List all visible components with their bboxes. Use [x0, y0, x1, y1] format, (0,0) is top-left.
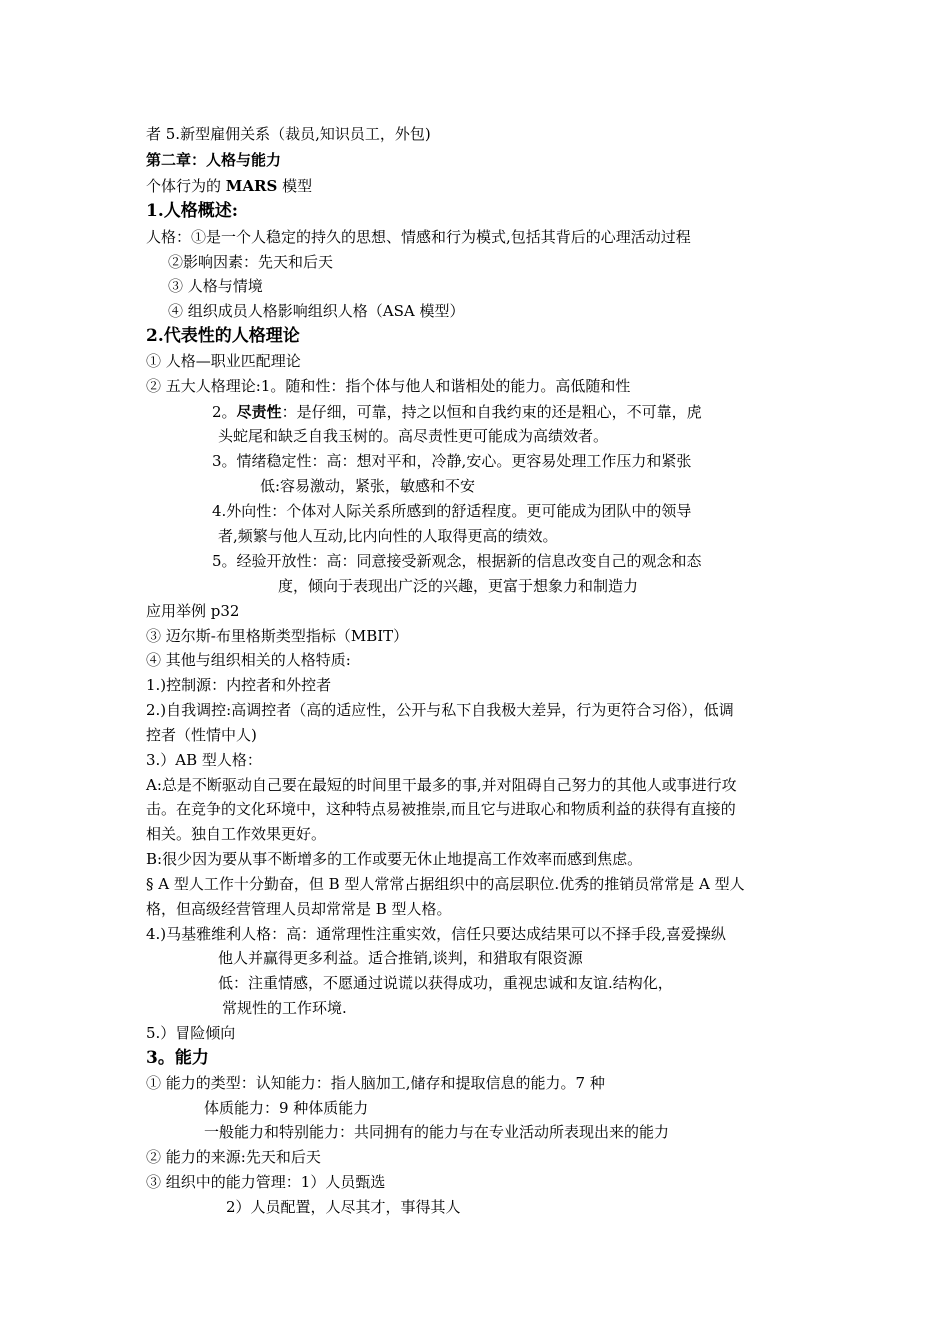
text-line: ②影响因素：先天和后天	[168, 253, 334, 271]
text-line: 低：注重情感，不愿通过说谎以获得成功，重视忠诚和友谊.结构化，	[218, 974, 673, 992]
text-line: ② 五大人格理论:1。随和性：指个体与他人和谐相处的能力。高低随和性	[146, 377, 631, 395]
text-line: § A 型人工作十分勤奋，但 B 型人常常占据组织中的高层职位.优秀的推销员常常是 A 型人	[146, 875, 745, 893]
text-line: ② 能力的来源:先天和后天	[146, 1148, 321, 1166]
text-line: 相关。独自工作效果更好。	[146, 825, 327, 843]
text-line: 1.)控制源：内控者和外控者	[146, 676, 332, 694]
text-line: 人格：①是一个人稳定的持久的思想、情感和行为模式,包括其背后的心理活动过程	[146, 228, 691, 246]
text-line: 3.）AB 型人格：	[146, 751, 262, 769]
text-line: 者,频繁与他人互动,比内向性的人取得更高的绩效。	[218, 527, 558, 545]
text-line: 3。情绪稳定性：高：想对平和，冷静,安心。更容易处理工作压力和紧张	[212, 452, 692, 470]
text-run: ：是仔细，可靠，持之以恒和自我约束的还是粗心，不可靠，虎	[281, 403, 702, 421]
text-line: ③ 人格与情境	[168, 277, 263, 295]
text-line: 者 5.新型雇佣关系（裁员,知识员工，外包)	[146, 125, 431, 143]
text-line: 低:容易激动，紧张，敏感和不安	[260, 477, 476, 495]
text-run-bold: MARS	[225, 177, 278, 195]
text-line: ③ 迈尔斯-布里格斯类型指标（MBIT）	[146, 627, 409, 645]
text-run: 2。	[212, 403, 237, 421]
text-line: 2.)自我调控:高调控者（高的适应性，公开与私下自我极大差异，行为更符合习俗），低调	[146, 701, 734, 719]
text-line: 4.外向性：个体对人际关系所感到的舒适程度。更可能成为团队中的领导	[212, 502, 692, 520]
text-line: ① 人格—职业匹配理论	[146, 352, 301, 370]
text-line: B:很少因为要从事不断增多的工作或要无休止地提高工作效率而感到焦虑。	[146, 850, 643, 868]
text-line: 5。经验开放性：高：同意接受新观念，根据新的信息改变自己的观念和态	[212, 552, 702, 570]
text-line: 击。在竞争的文化环境中，这种特点易被推崇,而且它与进取心和物质利益的获得有直接的	[146, 800, 736, 818]
text-line: 一般能力和特别能力：共同拥有的能力与在专业活动所表现出来的能力	[204, 1123, 670, 1141]
text-line: ④ 组织成员人格影响组织人格（ASA 模型）	[168, 302, 465, 320]
text-line: 5.）冒险倾向	[146, 1024, 236, 1042]
text-line: 2）人员配置，人尽其才，事得其人	[226, 1198, 461, 1216]
text-line: 应用举例 p32	[146, 602, 240, 620]
text-line: 体质能力：9 种体质能力	[204, 1099, 369, 1117]
text-line: 控者（性情中人)	[146, 726, 257, 744]
text-line	[146, 176, 312, 196]
text-line: 格，但高级经营管理人员却常常是 B 型人格。	[146, 900, 452, 918]
text-line: ① 能力的类型：认知能力：指人脑加工,储存和提取信息的能力。7 种	[146, 1074, 605, 1092]
text-line: 度，倾向于表现出广泛的兴趣，更富于想象力和制造力	[278, 577, 639, 595]
section-heading: 2.代表性的人格理论	[146, 326, 300, 346]
text-line: 常规性的工作环境.	[222, 999, 347, 1017]
section-heading: 3。能力	[146, 1048, 209, 1068]
text-line: A:总是不断驱动自己要在最短的时间里干最多的事,并对阻碍自己努力的其他人或事进行攻	[146, 776, 737, 794]
text-line: 他人并赢得更多利益。适合推销,谈判，和猎取有限资源	[218, 949, 583, 967]
text-run: 模型	[277, 177, 313, 195]
text-line	[212, 402, 702, 422]
text-run-bold: 尽责性	[236, 403, 282, 421]
section-heading: 1.人格概述:	[146, 201, 239, 221]
text-line: 4.)马基雅维利人格：高：通常理性注重实效，信任只要达成结果可以不择手段,喜爱操纵	[146, 925, 726, 943]
text-line: 头蛇尾和缺乏自我玉树的。高尽责性更可能成为高绩效者。	[218, 427, 609, 445]
chapter-heading: 第二章：人格与能力	[146, 151, 282, 169]
text-line: ④ 其他与组织相关的人格特质:	[146, 651, 351, 669]
text-run: 个体行为的	[146, 177, 226, 195]
text-line: ③ 组织中的能力管理：1）人员甄选	[146, 1173, 386, 1191]
